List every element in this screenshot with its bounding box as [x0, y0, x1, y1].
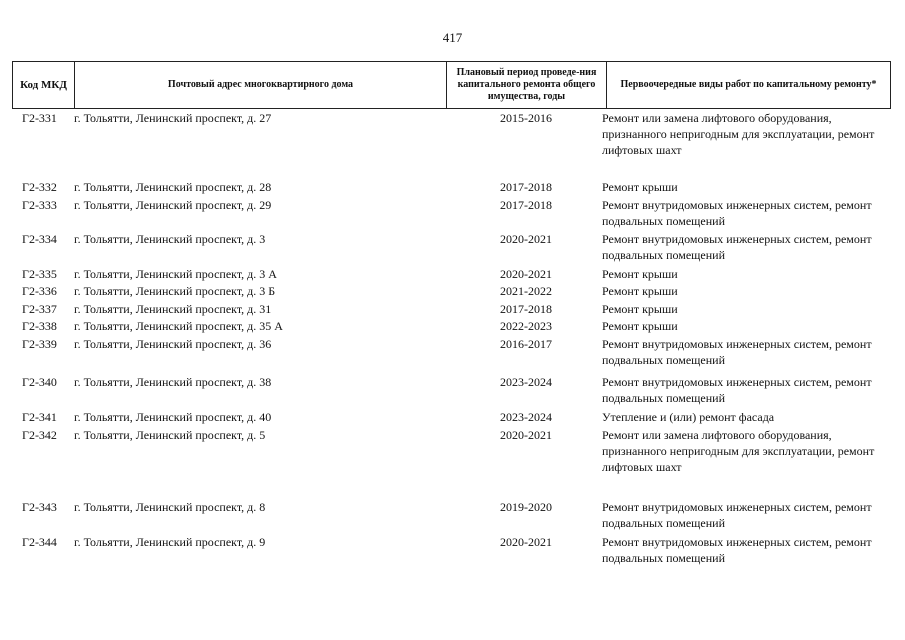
cell-code: Г2-337: [22, 302, 57, 316]
cell-code: Г2-343: [22, 500, 57, 514]
cell-works: Ремонт крыши: [602, 180, 678, 194]
cell-address: г. Тольятти, Ленинский проспект, д. 40: [74, 410, 272, 424]
cell-code: Г2-332: [22, 180, 57, 194]
cell-period: 2016-2017: [500, 337, 552, 351]
cell-address: г. Тольятти, Ленинский проспект, д. 3 А: [74, 267, 277, 281]
cell-works: Ремонт крыши: [602, 319, 678, 333]
cell-works: Ремонт внутридомовых инженерных систем, ремонт подвальных помещений: [602, 232, 872, 262]
page-number: 417: [442, 30, 463, 45]
cell-works: Ремонт внутридомовых инженерных систем, ремонт подвальных помещений: [602, 337, 872, 367]
header-works: Первоочередные виды работ по капитальному ремонту*: [620, 79, 877, 90]
cell-address: г. Тольятти, Ленинский проспект, д. 28: [74, 180, 272, 194]
cell-works: Ремонт внутридомовых инженерных систем, ремонт подвальных помещений: [602, 375, 872, 405]
cell-address: г. Тольятти, Ленинский проспект, д. 5: [74, 428, 266, 442]
header-code: Код МКД: [13, 62, 75, 108]
header-period: Плановый период проведе-ния капитального ремонта общего имущества, годы: [447, 62, 607, 108]
cell-code: Г2-334: [22, 232, 57, 246]
cell-works: Ремонт внутридомовых инженерных систем, ремонт подвальных помещений: [602, 500, 872, 530]
cell-period: 2019-2020: [500, 500, 552, 514]
cell-period: 2020-2021: [500, 535, 552, 549]
cell-code: Г2-341: [22, 410, 57, 424]
table-header: [12, 61, 891, 109]
cell-address: г. Тольятти, Ленинский проспект, д. 27: [74, 111, 272, 125]
cell-address: г. Тольятти, Ленинский проспект, д. 9: [74, 535, 266, 549]
cell-works: Ремонт крыши: [602, 302, 678, 316]
cell-works: Утепление и (или) ремонт фасада: [602, 410, 775, 424]
cell-period: 2017-2018: [500, 198, 552, 212]
cell-works: Ремонт или замена лифтового оборудования, признанного непригодным для эксплуатации, ремонт лифтовых шахт: [602, 111, 875, 157]
cell-code: Г2-342: [22, 428, 57, 442]
cell-period: 2023-2024: [500, 410, 552, 424]
cell-period: 2020-2021: [500, 428, 552, 442]
cell-code: Г2-344: [22, 535, 57, 549]
cell-address: г. Тольятти, Ленинский проспект, д. 3 Б: [74, 284, 276, 298]
cell-works: Ремонт крыши: [602, 267, 678, 281]
cell-period: 2017-2018: [500, 180, 552, 194]
cell-address: г. Тольятти, Ленинский проспект, д. 38: [74, 375, 272, 389]
cell-address: г. Тольятти, Ленинский проспект, д. 35 А: [74, 319, 283, 333]
cell-code: Г2-339: [22, 337, 57, 351]
cell-period: 2017-2018: [500, 302, 552, 316]
cell-code: Г2-331: [22, 111, 57, 125]
cell-period: 2021-2022: [500, 284, 552, 298]
cell-period: 2015-2016: [500, 111, 552, 125]
cell-code: Г2-333: [22, 198, 57, 212]
cell-address: г. Тольятти, Ленинский проспект, д. 31: [74, 302, 272, 316]
cell-address: г. Тольятти, Ленинский проспект, д. 8: [74, 500, 266, 514]
cell-period: 2020-2021: [500, 232, 552, 246]
cell-address: г. Тольятти, Ленинский проспект, д. 3: [74, 232, 266, 246]
cell-works: Ремонт внутридомовых инженерных систем, ремонт подвальных помещений: [602, 198, 872, 228]
cell-works: Ремонт крыши: [602, 284, 678, 298]
cell-code: Г2-340: [22, 375, 57, 389]
cell-works: Ремонт внутридомовых инженерных систем, ремонт подвальных помещений: [602, 535, 872, 565]
cell-period: 2022-2023: [500, 319, 552, 333]
header-address: Почтовый адрес многоквартирного дома: [75, 62, 447, 108]
cell-works: Ремонт или замена лифтового оборудования, признанного непригодным для эксплуатации, ремонт лифтовых шахт: [602, 428, 875, 474]
cell-code: Г2-338: [22, 319, 57, 333]
cell-period: 2020-2021: [500, 267, 552, 281]
cell-period: 2023-2024: [500, 375, 552, 389]
cell-code: Г2-335: [22, 267, 57, 281]
cell-address: г. Тольятти, Ленинский проспект, д. 36: [74, 337, 272, 351]
cell-code: Г2-336: [22, 284, 57, 298]
cell-address: г. Тольятти, Ленинский проспект, д. 29: [74, 198, 272, 212]
